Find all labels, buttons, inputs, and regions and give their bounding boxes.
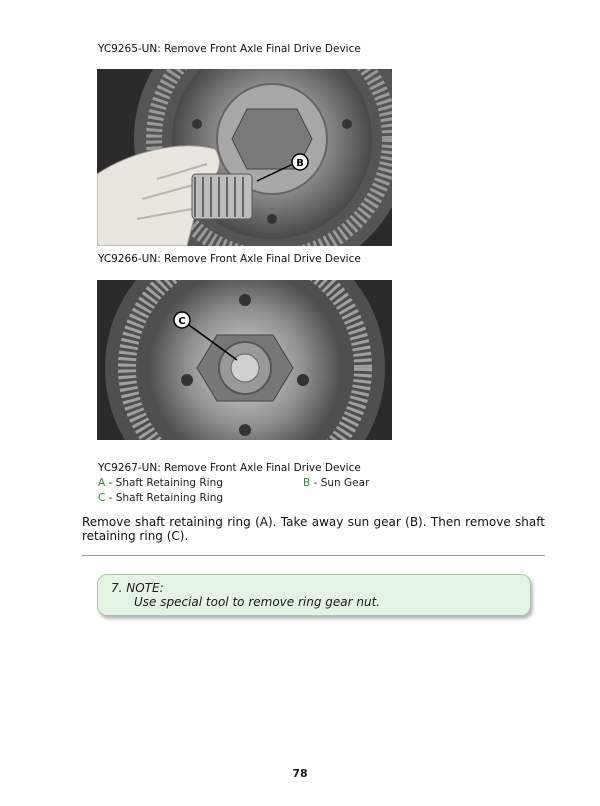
photo-1-graphic — [97, 69, 392, 246]
photo-sun-gear-removal — [97, 69, 392, 246]
legend-item-b: B - Sun Gear — [303, 477, 370, 489]
note-box — [97, 574, 531, 616]
section-divider — [82, 555, 545, 556]
figure-caption-3: YC9267-UN: Remove Front Axle Final Drive Device — [98, 462, 361, 474]
legend-item-c: C - Shaft Retaining Ring — [98, 492, 224, 504]
note-title: 7. NOTE: — [111, 581, 164, 595]
legend-key-a: A — [98, 477, 106, 489]
legend-key-c: C — [98, 492, 106, 504]
legend-label-a: Shaft Retaining Ring — [115, 477, 223, 489]
legend-key-b: B — [303, 477, 311, 489]
photo-2-graphic — [97, 280, 392, 440]
instruction-text: Remove shaft retaining ring (A). Take away sun gear (B). Then remove shaft retaining ring (C). — [82, 515, 545, 543]
legend-label-b: Sun Gear — [320, 477, 370, 489]
note-text: Use special tool to remove ring gear nut. — [134, 595, 381, 609]
legend-label-c: Shaft Retaining Ring — [115, 492, 224, 504]
callout-b: B — [296, 158, 304, 169]
page-number: 78 — [292, 767, 308, 780]
photo-shaft-ring-removal — [97, 280, 392, 440]
figure-caption-1: YC9265-UN: Remove Front Axle Final Drive Device — [98, 43, 361, 55]
figure-caption-2: YC9266-UN: Remove Front Axle Final Drive Device — [98, 253, 361, 265]
callout-c: C — [178, 316, 186, 327]
legend-item-a: A - Shaft Retaining Ring — [98, 477, 223, 489]
